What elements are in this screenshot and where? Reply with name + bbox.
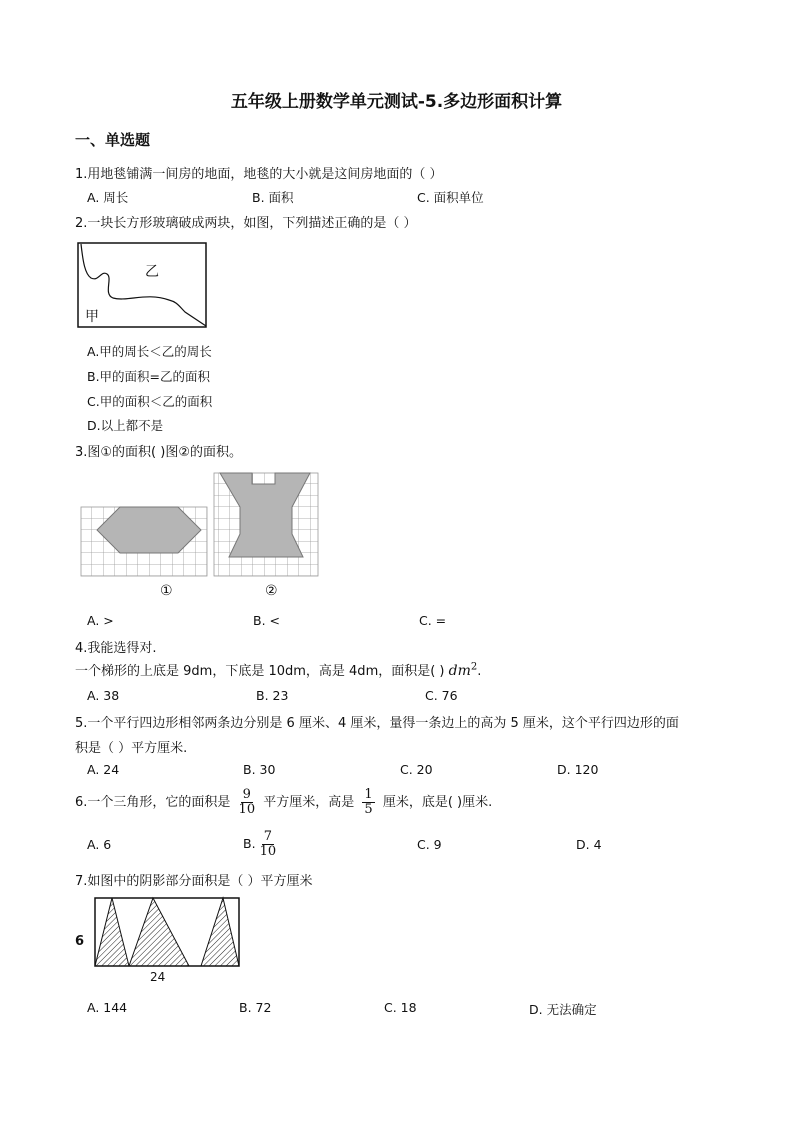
q6-option-c[interactable]: C. 9 <box>417 837 442 852</box>
question-5-line-2: 积是（ ）平方厘米. <box>75 741 188 756</box>
q5-option-c[interactable]: C. 20 <box>400 762 433 777</box>
area-fraction: $\frac{9}{10}$ <box>238 787 256 817</box>
question-7-text: 7.如图中的阴影部分面积是（ ）平方厘米 <box>75 874 313 889</box>
q3-option-c[interactable]: C. = <box>419 613 447 628</box>
q1-option-c[interactable]: C. 面积单位 <box>417 190 484 205</box>
triangles-figure <box>92 896 242 970</box>
shaded-triangle-3 <box>201 898 239 966</box>
question-6-text: 6.一个三角形，它的面积是 $\frac{9}{10}$ 平方厘米，高是 $\frac{1}{5}$ 厘米，底是( )厘米. <box>75 787 493 817</box>
grid-figures <box>80 472 320 580</box>
hexagon-shape-1 <box>97 507 201 553</box>
q1-option-b[interactable]: B. 面积 <box>252 190 294 205</box>
question-1-text: 1.用地毯铺满一间房的地面，地毯的大小就是这间房地面的（ ） <box>75 167 443 182</box>
q3-option-b[interactable]: B. < <box>253 613 280 628</box>
shaded-triangle-1 <box>95 898 129 966</box>
q4-option-c[interactable]: C. 76 <box>425 688 458 703</box>
label-yi: 乙 <box>145 264 159 280</box>
question-4-text: 一个梯形的上底是 9dm，下底是 10dm，高是 4dm，面积是( ) $dm^2$. <box>75 661 482 679</box>
q2-option-d[interactable]: D.以上都不是 <box>87 418 164 433</box>
q2-option-c[interactable]: C.甲的面积＜乙的面积 <box>87 394 213 409</box>
q4-unit: $dm^2$ <box>448 661 478 679</box>
shaded-triangle-2 <box>129 898 189 966</box>
q1-option-a[interactable]: A. 周长 <box>87 190 129 205</box>
question-5-line-1: 5.一个平行四边形相邻两条边分别是 6 厘米、4 厘米，量得一条边上的高为 5 厘米，这个平行四边形的面 <box>75 716 679 731</box>
question-3-text: 3.图①的面积( )图②的面积。 <box>75 445 242 460</box>
width-label: 24 <box>150 970 166 984</box>
height-label: 6 <box>75 934 85 949</box>
q7-option-b[interactable]: B. 72 <box>239 1000 272 1015</box>
fig-label-1: ① <box>160 583 173 599</box>
q4-option-b[interactable]: B. 23 <box>256 688 289 703</box>
label-jia: 甲 <box>85 309 99 325</box>
q3-option-a[interactable]: A. > <box>87 613 114 628</box>
q7-option-a[interactable]: A. 144 <box>87 1000 128 1015</box>
height-fraction: $\frac{1}{5}$ <box>364 787 373 817</box>
q2-option-a[interactable]: A.甲的周长＜乙的周长 <box>87 344 212 359</box>
q7-option-c[interactable]: C. 18 <box>384 1000 417 1015</box>
fig-label-2: ② <box>265 583 278 599</box>
q4-text: 一个梯形的上底是 9dm，下底是 10dm，高是 4dm，面积是( ) <box>75 664 445 679</box>
q5-option-a[interactable]: A. 24 <box>87 762 120 777</box>
q5-option-b[interactable]: B. 30 <box>243 762 276 777</box>
q6-option-d[interactable]: D. 4 <box>576 837 602 852</box>
question-4-intro: 4.我能选得对. <box>75 641 157 656</box>
crack-line <box>81 244 206 326</box>
section-heading: 一、单选题 <box>75 131 151 149</box>
question-2-text: 2.一块长方形玻璃破成两块，如图，下列描述正确的是（ ） <box>75 216 417 231</box>
q6-option-a[interactable]: A. 6 <box>87 837 112 852</box>
page-title: 五年级上册数学单元测试-5.多边形面积计算 <box>230 92 563 112</box>
q7-option-d[interactable]: D. 无法确定 <box>529 1002 597 1017</box>
q6-option-b[interactable]: B. $\frac{7}{10}$ <box>243 829 277 859</box>
q4-option-a[interactable]: A. 38 <box>87 688 120 703</box>
q2-option-b[interactable]: B.甲的面积=乙的面积 <box>87 369 211 384</box>
q5-option-d[interactable]: D. 120 <box>557 762 599 777</box>
